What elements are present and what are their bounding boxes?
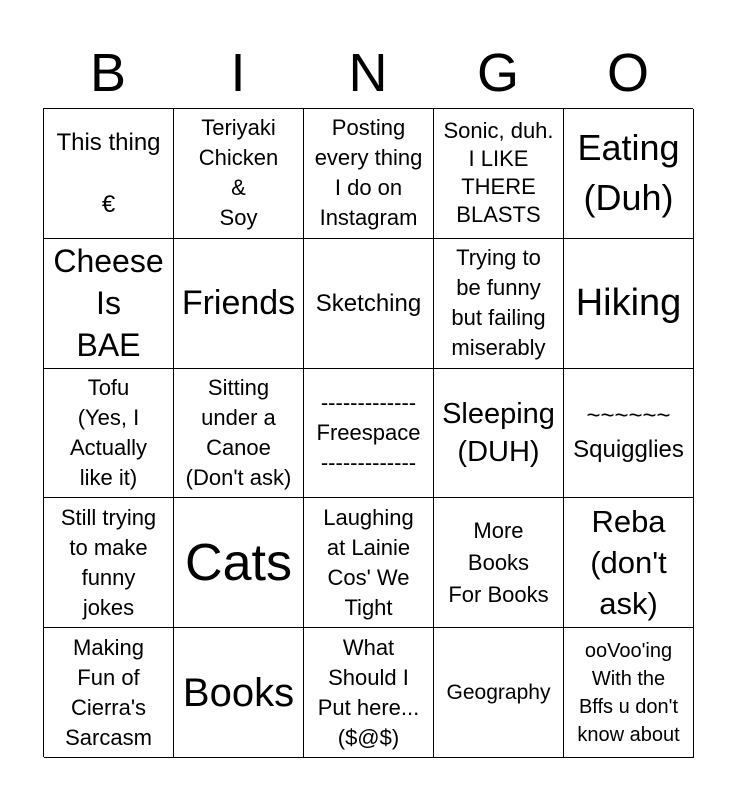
bingo-cell[interactable] bbox=[44, 498, 174, 628]
bingo-cell[interactable] bbox=[564, 239, 694, 369]
cell-text: Sitting under a Canoe (Don't ask) bbox=[185, 374, 292, 490]
bingo-grid bbox=[43, 108, 693, 757]
bingo-cell[interactable] bbox=[434, 498, 564, 628]
free-space-cell[interactable] bbox=[304, 369, 434, 499]
bingo-cell[interactable] bbox=[434, 369, 564, 499]
header-letter-o: O bbox=[606, 43, 649, 103]
cell-text: Teriyaki Chicken & Soy bbox=[198, 115, 279, 231]
header-letter-b: B bbox=[89, 43, 127, 103]
cell-text: Hiking bbox=[575, 282, 682, 325]
header-letter-i: I bbox=[230, 43, 246, 103]
cell-text: Making Fun of Cierra's Sarcasm bbox=[65, 634, 152, 750]
cell-text: ~~~~~~ Squigglies bbox=[573, 401, 684, 463]
bingo-cell[interactable] bbox=[174, 239, 304, 369]
header-letter-n: N bbox=[348, 43, 388, 103]
cell-text: Sketching bbox=[315, 289, 422, 317]
cell-text: Posting every thing I do on Instagram bbox=[314, 115, 423, 231]
bingo-cell[interactable] bbox=[434, 239, 564, 369]
bingo-cell[interactable] bbox=[174, 109, 304, 239]
free-space-text: ------------- Freespace ------------- bbox=[316, 389, 421, 475]
bingo-cell[interactable] bbox=[304, 628, 434, 758]
bingo-cell[interactable] bbox=[434, 109, 564, 239]
cell-text: Laughing at Lainie Cos' We Tight bbox=[323, 504, 414, 620]
bingo-cell[interactable] bbox=[174, 369, 304, 499]
cell-text: Books bbox=[182, 670, 295, 715]
cell-text: This thing € bbox=[56, 128, 161, 218]
cell-text: Sleeping (DUH) bbox=[442, 397, 555, 468]
bingo-cell[interactable] bbox=[174, 498, 304, 628]
cell-text: What Should I Put here... ($@$) bbox=[317, 634, 420, 750]
bingo-cell[interactable] bbox=[174, 628, 304, 758]
bingo-cell[interactable] bbox=[304, 239, 434, 369]
bingo-cell[interactable] bbox=[44, 109, 174, 239]
cell-text: Geography bbox=[446, 680, 551, 704]
cell-text: Still trying to make funny jokes bbox=[60, 504, 157, 620]
cell-text: ooVoo'ing With the Bffs u don't know about bbox=[577, 639, 680, 746]
cell-text: More Books For Books bbox=[448, 517, 549, 607]
bingo-cell[interactable] bbox=[44, 239, 174, 369]
cell-text: Cheese Is BAE bbox=[53, 243, 164, 364]
cell-text: Cats bbox=[185, 533, 292, 592]
bingo-header bbox=[43, 38, 693, 108]
cell-text: Trying to be funny but failing miserably bbox=[451, 245, 546, 361]
bingo-cell[interactable] bbox=[44, 369, 174, 499]
bingo-cell[interactable] bbox=[44, 628, 174, 758]
bingo-cell[interactable] bbox=[564, 628, 694, 758]
cell-text: Reba (don't ask) bbox=[590, 504, 667, 622]
bingo-cell[interactable] bbox=[304, 498, 434, 628]
bingo-cell[interactable] bbox=[564, 498, 694, 628]
bingo-cell[interactable] bbox=[564, 369, 694, 499]
cell-text: Friends bbox=[181, 284, 296, 323]
bingo-cell[interactable] bbox=[434, 628, 564, 758]
cell-text: Sonic, duh. I LIKE THERE BLASTS bbox=[443, 118, 554, 228]
bingo-cell[interactable] bbox=[304, 109, 434, 239]
cell-text: Tofu (Yes, I Actually like it) bbox=[69, 374, 148, 490]
bingo-cell[interactable] bbox=[564, 109, 694, 239]
cell-text: Eating (Duh) bbox=[577, 127, 680, 219]
header-letter-g: G bbox=[476, 43, 519, 103]
